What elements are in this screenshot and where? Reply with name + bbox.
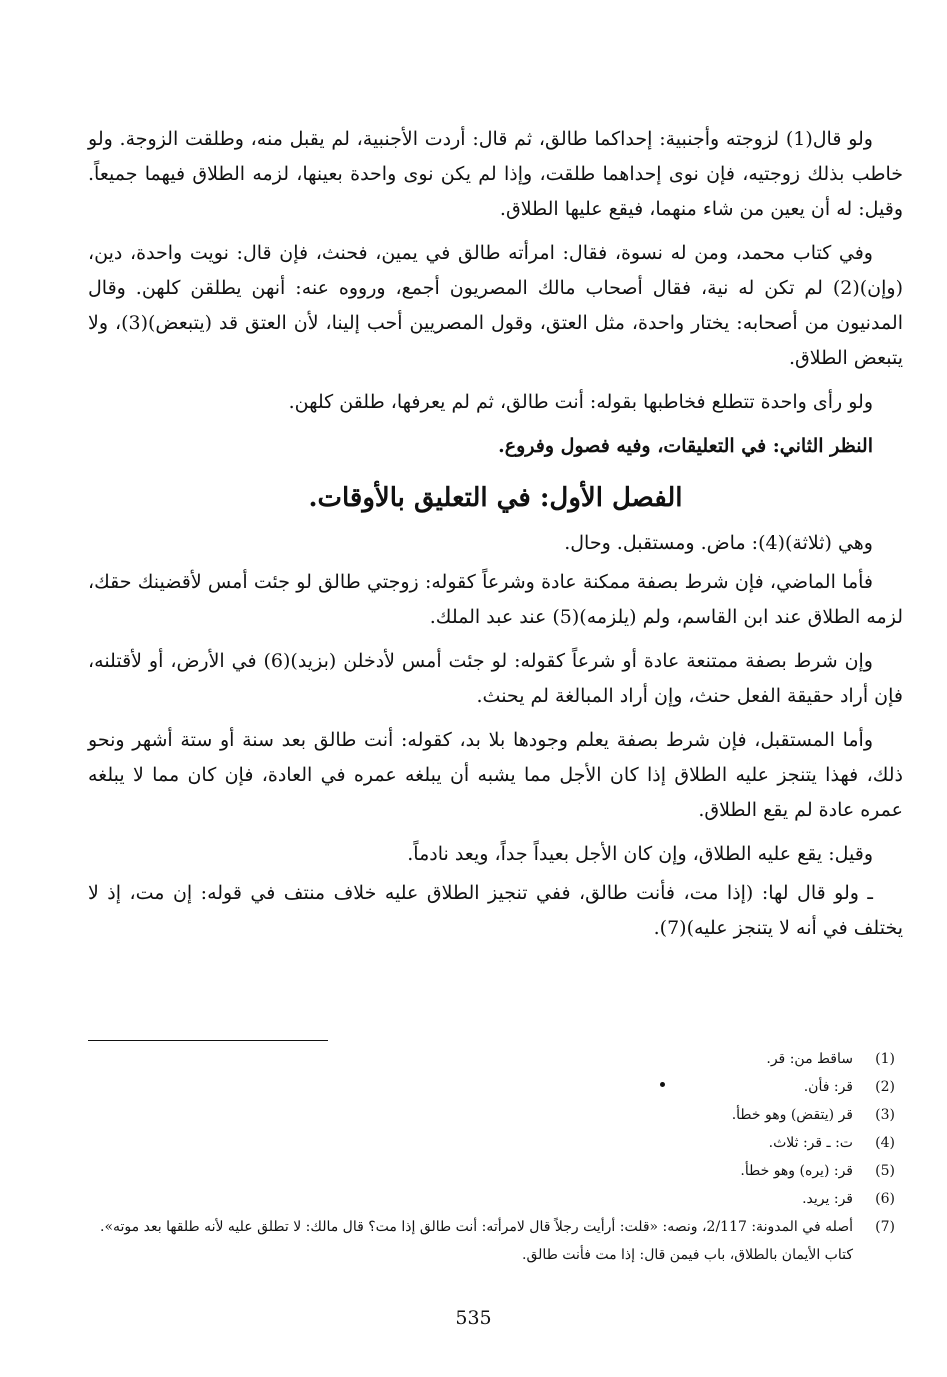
footnote-item [88, 1157, 903, 1185]
footnote-number: (7) [875, 1219, 895, 1235]
footnote-number: (2) [875, 1079, 895, 1095]
footnote-item [88, 1101, 903, 1129]
footnote-item [88, 1073, 903, 1101]
footnote-text: قر: (يره) وهو خطأ. [740, 1163, 853, 1179]
page-body [88, 122, 903, 955]
footnote-number: (1) [875, 1051, 895, 1067]
footnote-number: (3) [875, 1107, 895, 1123]
footnote-number: (6) [875, 1191, 895, 1207]
paragraph-1: ولو قال(1) لزوجته وأجنبية: إحداكما طالق، ثم قال: أردت الأجنبية، لم يقبل منه، وطلقت الزوجة. ولو خاطب بذلك زوجتيه، فإن نوى إحداهما طلقت، وإذا لم يكن نوى واحدة بعينها، لزمه الطلاق فيهما جميعاً. وقيل: له أن يعين من شاء منهما، فيقع عليها الطلاق. [88, 128, 903, 220]
paragraph-7: وأما المستقبل، فإن شرط بصفة يعلم وجودها بلا بد، كقوله: أنت طالق بعد سنة أو ستة أشهر ونحو ذلك، فهذا يتنجز عليه الطلاق إذا كان الأجل مما يشبه أن يبلغه عمره في العادة، فإن كان مما لا يبلغه عمره عادة لم يقع الطلاق. [88, 729, 903, 821]
footnote-text: ساقط من: قر. [766, 1051, 853, 1067]
footnote-item [88, 1213, 903, 1269]
footnote-text: قر (يتقض) وهو خطأ. [731, 1107, 853, 1123]
footnote-item [88, 1185, 903, 1213]
paragraph-3: ولو رأى واحدة تتطلع فخاطبها بقوله: أنت طالق، ثم لم يعرفها، طلقن كلهن. [288, 391, 873, 413]
footnotes [88, 1045, 903, 1269]
paragraph-5: فأما الماضي، فإن شرط بصفة ممكنة عادة وشرعاً كقوله: زوجتي طالق لو جئت أمس لأقضينك حقك، لزمه الطلاق عند ابن القاسم، ولم (يلزمه)(5) عند عبد الملك. [88, 571, 903, 628]
chapter-heading: الفصل الأول: في التعليق بالأوقات. [308, 483, 683, 513]
footnote-text: قر: يريد. [802, 1191, 853, 1207]
footnote-text: ت: ـ قر: ثلاث. [768, 1135, 853, 1151]
page-number: 535 [455, 1307, 492, 1329]
footnote-text: قر: فأن. [803, 1079, 853, 1095]
footnote-item [88, 1045, 903, 1073]
section-heading: النظر الثاني: في التعليقات، وفيه فصول وفروع. [498, 435, 873, 457]
footnote-number: (5) [875, 1163, 895, 1179]
paragraph-6: وإن شرط بصفة ممتنعة عادة أو شرعاً كقوله: لو جئت أمس لأدخلن (بزيد)(6) في الأرض، أو لأقتلنه، فإن أراد حقيقة الفعل حنث، وإن أراد المبالغة لم يحنث. [88, 650, 903, 707]
footnote-text: أصله في المدونة: 2/117، ونصه: «قلت: أرأيت رجلاً قال لامرأته: أنت طالق إذا مت؟ قال مالك: لا تطلق عليه لأنه طلقها بعد موته». كتاب الأيمان بالطلاق، باب فيمن قال: إذا مت فأنت طالق. [100, 1219, 853, 1263]
footnote-item [88, 1129, 903, 1157]
paragraph-4: وهي (ثلاثة)(4): ماض. ومستقبل. وحال. [564, 532, 873, 554]
footnote-divider [88, 1040, 328, 1041]
paragraph-2: وفي كتاب محمد، ومن له نسوة، فقال: امرأته طالق في يمين، فحنث، فإن قال: نويت واحدة، دين، (وإن)(2) لم تكن له نية، فقال أصحاب مالك المصريون أجمع، ورووه عنه: أنهن يطلقن كلهن. وقال المدنيون من أصحابه: يختار واحدة، مثل العتق، وقول المصريين أحب إلينا، لأن العتق قد (يتبعض)(3)، ولا يتبعض الطلاق. [88, 242, 903, 369]
paragraph-9: ـ ولو قال لها: (إذا مت، فأنت طالق، ففي تنجيز الطلاق عليه خلاف منتف في قوله: إن مت، إذ لا يختلف في أنه لا يتنجز عليه)(7). [88, 882, 903, 939]
footnote-number: (4) [875, 1135, 895, 1151]
paragraph-8: وقيل: يقع عليه الطلاق، وإن كان الأجل بعيداً جداً، ويعد نادماً. [407, 843, 873, 865]
